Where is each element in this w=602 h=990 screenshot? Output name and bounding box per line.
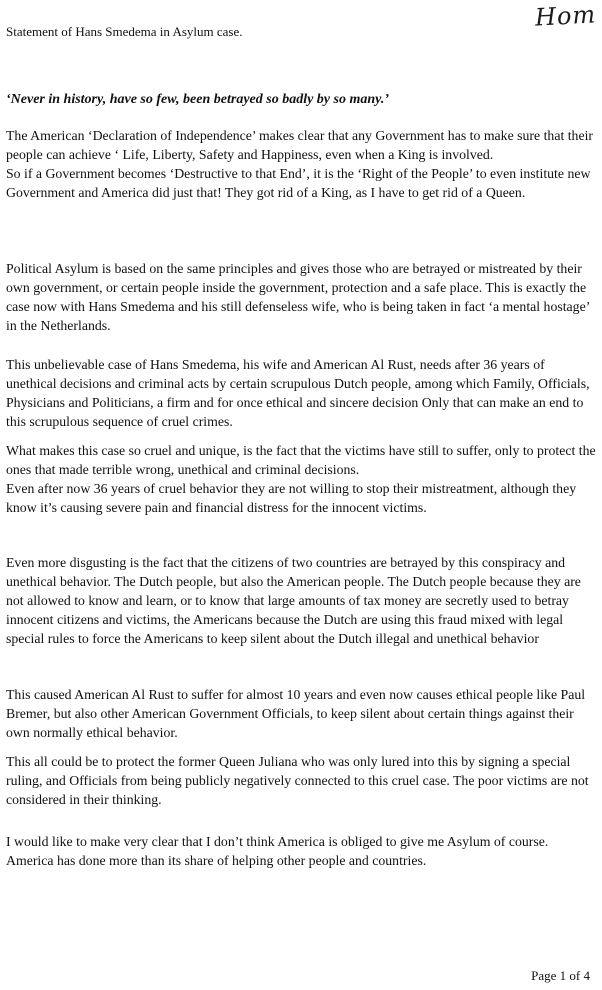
paragraph-america-obliged: I would like to make very clear that I don’t think America is obliged to give me Asylum of course. America has done more than its share of helping other people and countries. bbox=[6, 834, 549, 868]
paragraph-political-asylum: Political Asylum is based on the same principles and gives those who are betrayed or mistreated by their own government, or certain people inside the government, protection and a safe place. This is exactly the case now with Hans Smedema and his still defenseless wife, who is being taken in fact ‘a mental hostage’ in the Netherlands. bbox=[6, 261, 590, 333]
paragraph-declaration: The American ‘Declaration of Independence’ makes clear that any Government has to make sure that their people can achieve ‘ Life, Liberty, Safety and Happiness, even when a King is involved. So if a Government becomes ‘Destructive to that End’, it is the ‘Right of the People’ to even institute new Government and America did just that! They got rid of a King, as I have to get rid of a Queen. bbox=[6, 128, 594, 200]
handwritten-note: Hom bbox=[534, 0, 597, 32]
paragraph-cruel-unique: What makes this case so cruel and unique, is the fact that the victims have still to suffer, only to protect the ones that made terrible wrong, unethical and criminal decisions. Even after now 36 years of cruel behavior they are not willing to stop their mistreatment, although they know it’s causing severe pain and financial distress for the innocent victims. bbox=[6, 443, 596, 515]
document-tagline: ‘Never in history, have so few, been betrayed so badly by so many.’ bbox=[6, 92, 389, 107]
paragraph-disgusting: Even more disgusting is the fact that the citizens of two countries are betrayed by this conspiracy and unethical behavior. The Dutch people, but also the American people. The Dutch people because they are not allowed to know and learn, or to know that large amounts of tax money are secretly used to betray innocent citizens and victims, the Americans because the Dutch are using this fraud mixed with legal special rules to force the Americans to keep silent about the Dutch illegal and unethical behavior bbox=[6, 555, 581, 646]
page-number: Page 1 of 4 bbox=[531, 968, 590, 983]
paragraph-al-rust: This caused American Al Rust to suffer for almost 10 years and even now causes ethical people like Paul Bremer, but also other American Government Officials, to keep silent about certain things against their own normally ethical behavior. bbox=[6, 687, 586, 740]
paragraph-queen-juliana: This all could be to protect the former Queen Juliana who was only lured into this by signing a special ruling, and Officials from being publicly negatively connected to this cruel case. The poor victims are not considered in their thinking. bbox=[6, 754, 589, 807]
paragraph-unbelievable-case: This unbelievable case of Hans Smedema, his wife and American Al Rust, needs after 36 years of unethical decisions and criminal acts by certain scrupulous Dutch people, among which Family, Officials, Physicians and Politicians, a firm and for once ethical and sincere decision Only that can make an end to this scrupulous sequence of cruel crimes. bbox=[6, 357, 590, 429]
document-header: Statement of Hans Smedema in Asylum case. bbox=[6, 24, 243, 39]
